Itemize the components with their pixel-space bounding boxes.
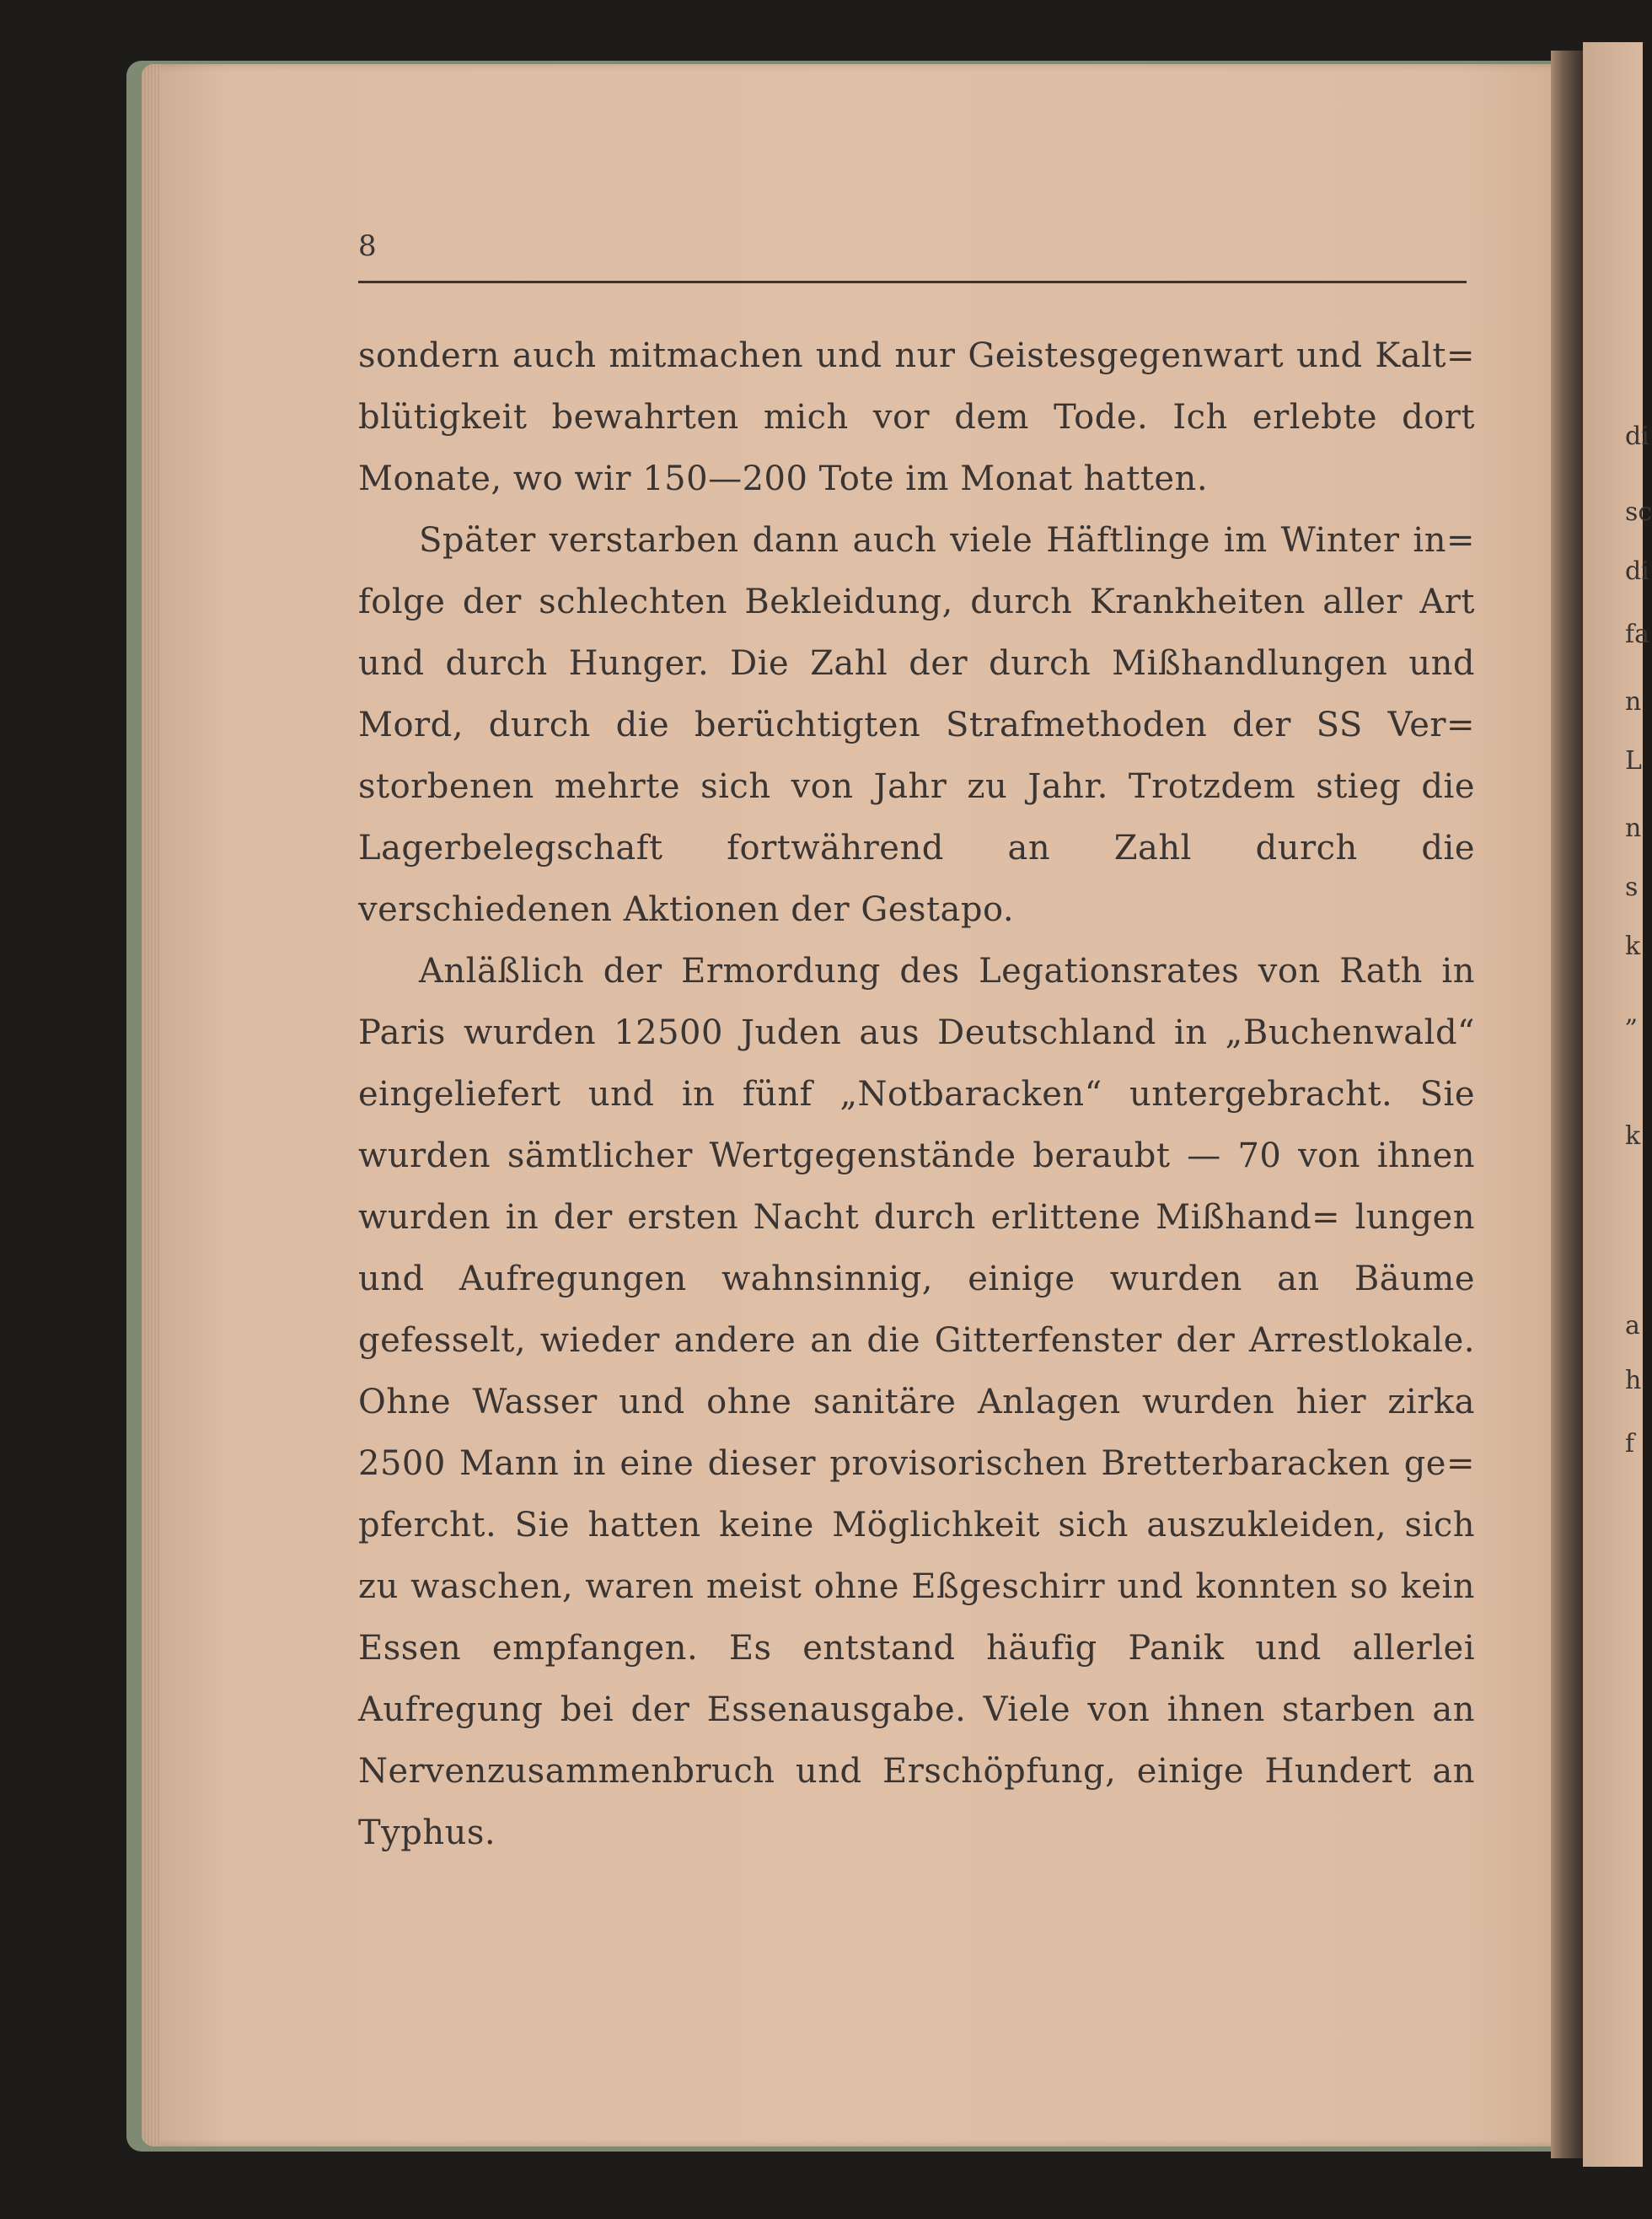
facing-fragment: s bbox=[1625, 873, 1639, 902]
facing-fragment: L bbox=[1625, 746, 1642, 776]
facing-fragment: „ bbox=[1625, 999, 1639, 1029]
facing-page bbox=[1583, 42, 1652, 2167]
facing-page-text bbox=[1583, 42, 1652, 2167]
facing-fragment: di bbox=[1625, 422, 1649, 451]
paragraph: sondern auch mitmachen und nur Geistesgegenwart und Kalt= blütigkeit bewahrten mich vor dem Tode. Ich erlebte dort Monate, wo wir 150—200 Tote im Monat hatten. bbox=[358, 336, 1475, 498]
paragraph: Anläßlich der Ermordung des Legationsrates von Rath in Paris wurden 12500 Juden aus Deutschland in „Buchenwald“ eingeliefert und in fünf „Notbaracken“ untergebracht. Sie wurden sämtlicher Wertgegenstände beraubt — 70 von ihnen wurden in der ersten Nacht durch erlittene Mißhand= lungen und Aufregungen wahnsinnig, einige wurden an Bäume gefesselt, wieder andere an die Gitterfenster der Arrestlokale. Ohne Wasser und ohne sanitäre Anlagen wurden hier zirka 2500 Mann in eine dieser provisorischen Bretterbaracken ge= pfercht. Sie hatten keine Möglichkeit sich auszukleiden, sich zu waschen, waren meist ohne Eßgeschirr und konnten so kein Essen empfangen. Es entstand häufig Panik und allerlei Aufregung bei der Essenausgabe. Viele von ihnen starben an Nervenzusammenbruch und Erschöpfung, einige Hundert an Typhus. bbox=[358, 952, 1475, 1852]
paragraph: Später verstarben dann auch viele Häftlinge im Winter in= folge der schlechten Bekleidung, durch Krankheiten aller Art und durch Hunger. Die Zahl der durch Mißhandlungen und Mord, durch die berüchtigten Strafmethoden der SS Ver= storbenen mehrte sich von Jahr zu Jahr. Trotzdem stieg die Lagerbelegschaft fortwährend an Zahl durch die verschiedenen Aktionen der Gestapo. bbox=[358, 521, 1475, 929]
facing-fragment: n bbox=[1625, 814, 1642, 843]
body-text bbox=[358, 325, 1475, 1864]
facing-fragment: f bbox=[1625, 1429, 1635, 1459]
page-number: 8 bbox=[358, 229, 377, 263]
facing-fragment: k bbox=[1625, 1121, 1641, 1151]
book-gutter bbox=[1551, 51, 1583, 2158]
facing-fragment: di bbox=[1625, 556, 1649, 586]
facing-fragment: a bbox=[1625, 1311, 1640, 1341]
facing-fragment: k bbox=[1625, 932, 1641, 961]
facing-fragment: sc bbox=[1625, 497, 1652, 527]
facing-fragment: h bbox=[1625, 1366, 1642, 1395]
header-rule bbox=[358, 281, 1467, 283]
page-stack-edge bbox=[142, 64, 160, 2146]
facing-fragment: fa bbox=[1625, 620, 1649, 649]
facing-fragment: n bbox=[1625, 687, 1642, 717]
